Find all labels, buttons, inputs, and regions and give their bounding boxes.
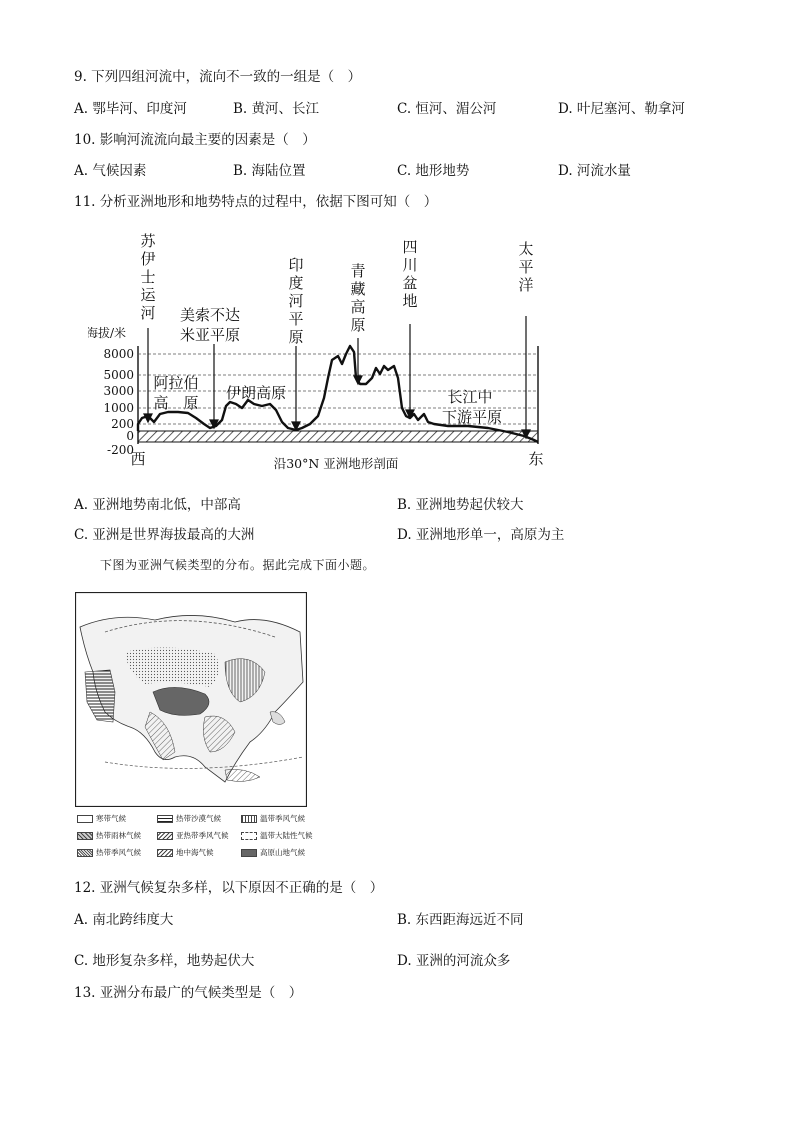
q10-option-d[interactable]: D. 河流水量: [558, 163, 631, 179]
q9-option-a[interactable]: A. 鄂毕河、印度河: [74, 101, 187, 117]
label-indus-3: 河: [288, 292, 304, 310]
tick-8000: 8000: [103, 347, 134, 361]
asia-climate-map: [75, 592, 307, 807]
label-yangtze-2: 下游平原: [441, 408, 503, 426]
tick-200: 200: [111, 417, 134, 431]
q9-option-c[interactable]: C. 恒河、湄公河: [397, 101, 497, 117]
label-mesopotamia-1: 美索不达: [179, 306, 241, 324]
terrain-profile-figure: [88, 228, 548, 478]
q11-stem: 11. 分析亚洲地形和地势特点的过程中，依据下图可知（ ）: [74, 194, 438, 210]
label-indus-4: 平: [288, 310, 304, 328]
label-suez-5: 河: [140, 304, 156, 322]
label-suez-1: 苏: [140, 232, 156, 250]
legend-item-7: 热带季风气候: [77, 848, 141, 858]
q9-option-d[interactable]: D. 叶尼塞河、勒拿河: [558, 101, 685, 117]
label-indus-5: 原: [288, 328, 304, 346]
label-sichuan-2: 川: [402, 256, 418, 274]
label-yangtze-1: 长江中: [447, 388, 493, 406]
q10-stem: 10. 影响河流流向最主要的因素是（ ）: [74, 132, 316, 148]
q9-option-b[interactable]: B. 黄河、长江: [233, 101, 320, 117]
legend-item-5: 亚热带季风气候: [157, 831, 229, 841]
label-iran: 伊朗高原: [225, 384, 287, 402]
tick-3000: 3000: [103, 384, 134, 398]
climate-intro: 下图为亚洲气候类型的分布。据此完成下面小题。: [100, 558, 376, 572]
label-suez-4: 运: [140, 286, 156, 304]
q12-option-c[interactable]: C. 地形复杂多样，地势起伏大: [74, 953, 255, 969]
label-tibet-2: 藏: [350, 280, 366, 298]
label-arabia-2: 高 原: [153, 394, 199, 412]
label-pacific-1: 太: [518, 240, 534, 258]
label-pacific-3: 洋: [518, 276, 534, 294]
q12-stem: 12. 亚洲气候复杂多样，以下原因不正确的是（ ）: [74, 880, 384, 896]
label-indus-2: 度: [288, 274, 304, 292]
label-suez-3: 士: [140, 268, 156, 286]
tick-0: 0: [126, 429, 134, 443]
climate-legend: [75, 812, 345, 864]
q10-option-b[interactable]: B. 海陆位置: [233, 163, 306, 179]
label-pacific-2: 平: [518, 258, 534, 276]
q12-option-a[interactable]: A. 南北跨纬度大: [74, 912, 174, 928]
label-tibet-4: 原: [350, 316, 366, 334]
q12-option-d[interactable]: D. 亚洲的河流众多: [397, 953, 511, 969]
q12-option-b[interactable]: B. 东西距海远近不同: [397, 912, 524, 928]
label-sichuan-3: 盆: [402, 274, 418, 292]
label-suez-2: 伊: [140, 250, 156, 268]
tick-1000: 1000: [103, 401, 134, 415]
q10-option-c[interactable]: C. 地形地势: [397, 163, 470, 179]
label-tibet-3: 高: [350, 298, 366, 316]
legend-item-4: 热带雨林气候: [77, 831, 141, 841]
legend-item-6: 温带大陆性气候: [241, 831, 313, 841]
q11-option-a[interactable]: A. 亚洲地势南北低，中部高: [74, 497, 241, 513]
q9-stem: 9. 下列四组河流中，流向不一致的一组是（ ）: [74, 69, 362, 85]
label-west: 西: [130, 450, 146, 468]
tick-neg200: -200: [107, 443, 134, 457]
tick-5000: 5000: [103, 368, 134, 382]
label-sichuan-4: 地: [402, 292, 418, 310]
label-sichuan-1: 四: [402, 238, 418, 256]
q13-stem: 13. 亚洲分布最广的气候类型是（ ）: [74, 985, 303, 1001]
q11-option-d[interactable]: D. 亚洲地形单一，高原为主: [397, 527, 565, 543]
label-east: 东: [528, 450, 544, 468]
q10-option-a[interactable]: A. 气候因素: [74, 163, 147, 179]
label-mesopotamia-2: 米亚平原: [179, 326, 241, 344]
q11-option-c[interactable]: C. 亚洲是世界海拔最高的大洲: [74, 527, 255, 543]
label-tibet-1: 青: [350, 262, 366, 280]
q11-option-b[interactable]: B. 亚洲地势起伏较大: [397, 497, 524, 513]
legend-item-8: 地中海气候: [157, 848, 214, 858]
label-arabia-1: 阿拉伯: [153, 374, 199, 392]
legend-item-1: 寒带气候: [77, 814, 126, 824]
legend-item-9: 高原山地气候: [241, 848, 305, 858]
sea-level-band: [138, 431, 538, 442]
profile-ylabel: 海拔/米: [88, 326, 127, 340]
legend-item-3: 温带季风气候: [241, 814, 305, 824]
profile-caption: 沿30°N 亚洲地形剖面: [273, 456, 399, 471]
label-indus-1: 印: [288, 256, 304, 274]
legend-item-2: 热带沙漠气候: [157, 814, 221, 824]
